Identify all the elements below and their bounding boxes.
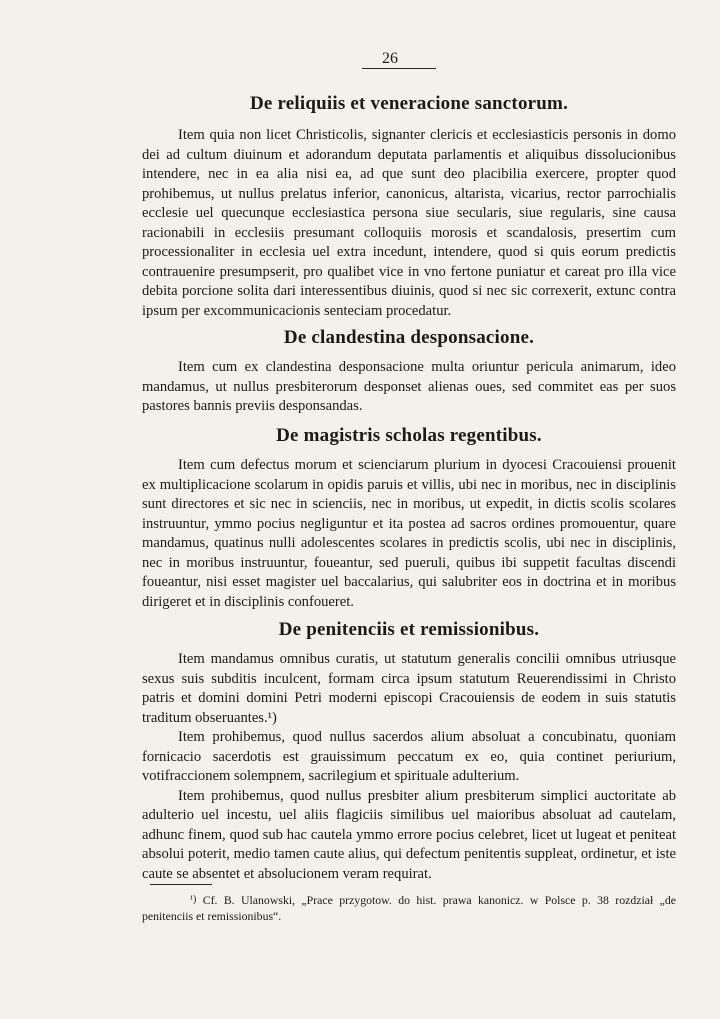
section-penitenciis <box>142 618 676 884</box>
section-magistris <box>142 424 676 612</box>
section-heading: De clandestina desponsacione. <box>283 327 535 348</box>
footnote-rule <box>150 884 212 885</box>
footnote <box>142 892 676 924</box>
page-number-rule <box>362 68 436 69</box>
section-paragraph: Item prohibemus, quod nullus sacerdos alium absoluat a concubinatu, quoniam fornicacio sacerdotis est grauissimum peccatum ex eo, quia continet periurium, votifraccionem solempnem, sacrilegium et spirituale adulterium. <box>142 729 676 784</box>
section-reliquiis <box>142 92 676 321</box>
section-paragraph: Item cum defectus morum et scienciarum plurium in dyocesi Cracouiensi prouenit ex multiplicacione scolarum in opidis paruis et villis, ubi nec in moribus, nec in disciplinis sunt directores et sic nec in scienciis, nec in moribus, ut expedit, in dictis scolis scolares instruuntur, ymmo pocius negliguntur et ita postea ad sacros ordines promouentur, quare mandamus, quatinus nulli adolescentes scolares in predictis scolis, ubi nec in disciplinis, nec in moribus instruuntur, foueantur, sed pueruli, quibus ibi suppetit facultas discendi foueantur, nisi esset magister uel baccalarius, qui salubriter eos in doctrina et in moribus dirigeret et in disciplinis confoueret. <box>142 457 676 610</box>
section-paragraph: Item cum ex clandestina desponsacione multa oriuntur pericula animarum, ideo mandamus, ut nullus presbiterorum desponset alienas oues, sed commitet eas per suos pastores bannis previis desponsandas. <box>142 359 676 414</box>
section-heading: De magistris scholas regentibus. <box>276 425 542 446</box>
section-heading: De reliquiis et veneracione sanctorum. <box>249 93 569 114</box>
footnote-mark: ¹) <box>190 894 197 905</box>
footnote-text: Cf. B. Ulanowski, „Prace przygotow. do hist. prawa kanonicz. w Polsce p. 38 rozdział „de penitenciis et remissionibus“. <box>142 893 676 923</box>
section-paragraph: Item mandamus omnibus curatis, ut statutum generalis concilii omnibus utriusque sexus suis subditis inculcent, formam circa ipsum statutum Reuerendissimi in Christo patris et domini domini Petri moderni episcopi Cracouiensis de eodem in suis statutis traditum obseruantes.¹) <box>142 651 676 726</box>
section-paragraph: Item prohibemus, quod nullus presbiter alium presbiterum simplici auctoritate ab adulterio uel incestu, uel aliis flagiciis similibus uel maioribus absoluat ad cautelam, adhunc finem, quod sub hac cautela ymmo errore pocius celebret, licet ut lugeat et peniteat absolui poterit, medio tamen caute alius, qui defectum penitentis suppleat, ordinetur, et iste caute se absentet et absolucionem veram requirat. <box>142 787 676 882</box>
section-paragraph: Item quia non licet Christicolis, signanter clericis et ecclesiasticis personis in domo dei ad cultum diuinum et adorandum deputata parlamentis et aliquibus dissolucionibus intendere, nec in ea alia nisi ea, ad que sunt deo placibilia exercere, propter quod prohibemus, ut nullus prelatus inferior, canonicus, altarista, vicarius, rector parrochialis ecclesie uel quecunque ecclesiastica persona siue secularis, siue regularis, sine causa racionabili in ecclesiis presumant colloquiis morosis et scandalosis, presertim cum processionaliter in ecclesia uel extra incedunt, intendere, quod si quis eorum predictis contrauenire presumpserit, pro qualibet vice in vno fertone puniatur et careat pro illa vice debita porcione solita dari interessentibus diuinis, quod si nec sic correxerit, extunc contra ipsum per excommunicacionis senteciam procedatur. <box>142 127 676 319</box>
page-number: 26 <box>382 50 398 67</box>
section-clandestina <box>142 326 676 417</box>
section-heading: De penitenciis et remissionibus. <box>278 619 540 640</box>
